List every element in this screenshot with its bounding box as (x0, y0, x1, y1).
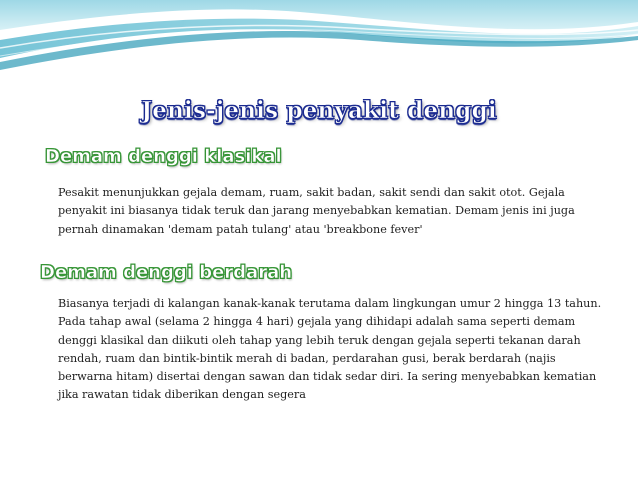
header-wave-decoration (0, 0, 638, 80)
section-heading-berdarah: Demam denggi berdarah (40, 262, 293, 283)
slide-title: Jenis-jenis penyakit denggi (141, 97, 497, 124)
section-heading-klasikal: Demam denggi klasikal (45, 146, 282, 167)
section-body-klasikal: Pesakit menunjukkan gejala demam, ruam, sakit badan, sakit sendi dan sakit otot. Gejala penyakit ini biasanya tidak teruk dan jarang menyebabkan kematian. Demam jenis ini juga pernah dinamakan 'demam patah tulang' atau 'breakbone fever' (58, 186, 575, 236)
section-body-berdarah: Biasanya terjadi di kalangan kanak-kanak terutama dalam lingkungan umur 2 hingga 13 tahun. Pada tahap awal (selama 2 hingga 4 hari) gejala yang dihidapi adalah sama seperti demam denggi klasikal dan diikuti oleh tahap yang lebih teruk dengan gejala seperti tekanan darah rendah, ruam dan bintik-bintik merah di badan, perdarahan gusi, berak berdarah (najis berwarna hitam) disertai dengan sawan dan tidak sedar diri. Ia sering menyebabkan kematian jika rawatan tidak diberikan dengan segera (58, 297, 602, 402)
